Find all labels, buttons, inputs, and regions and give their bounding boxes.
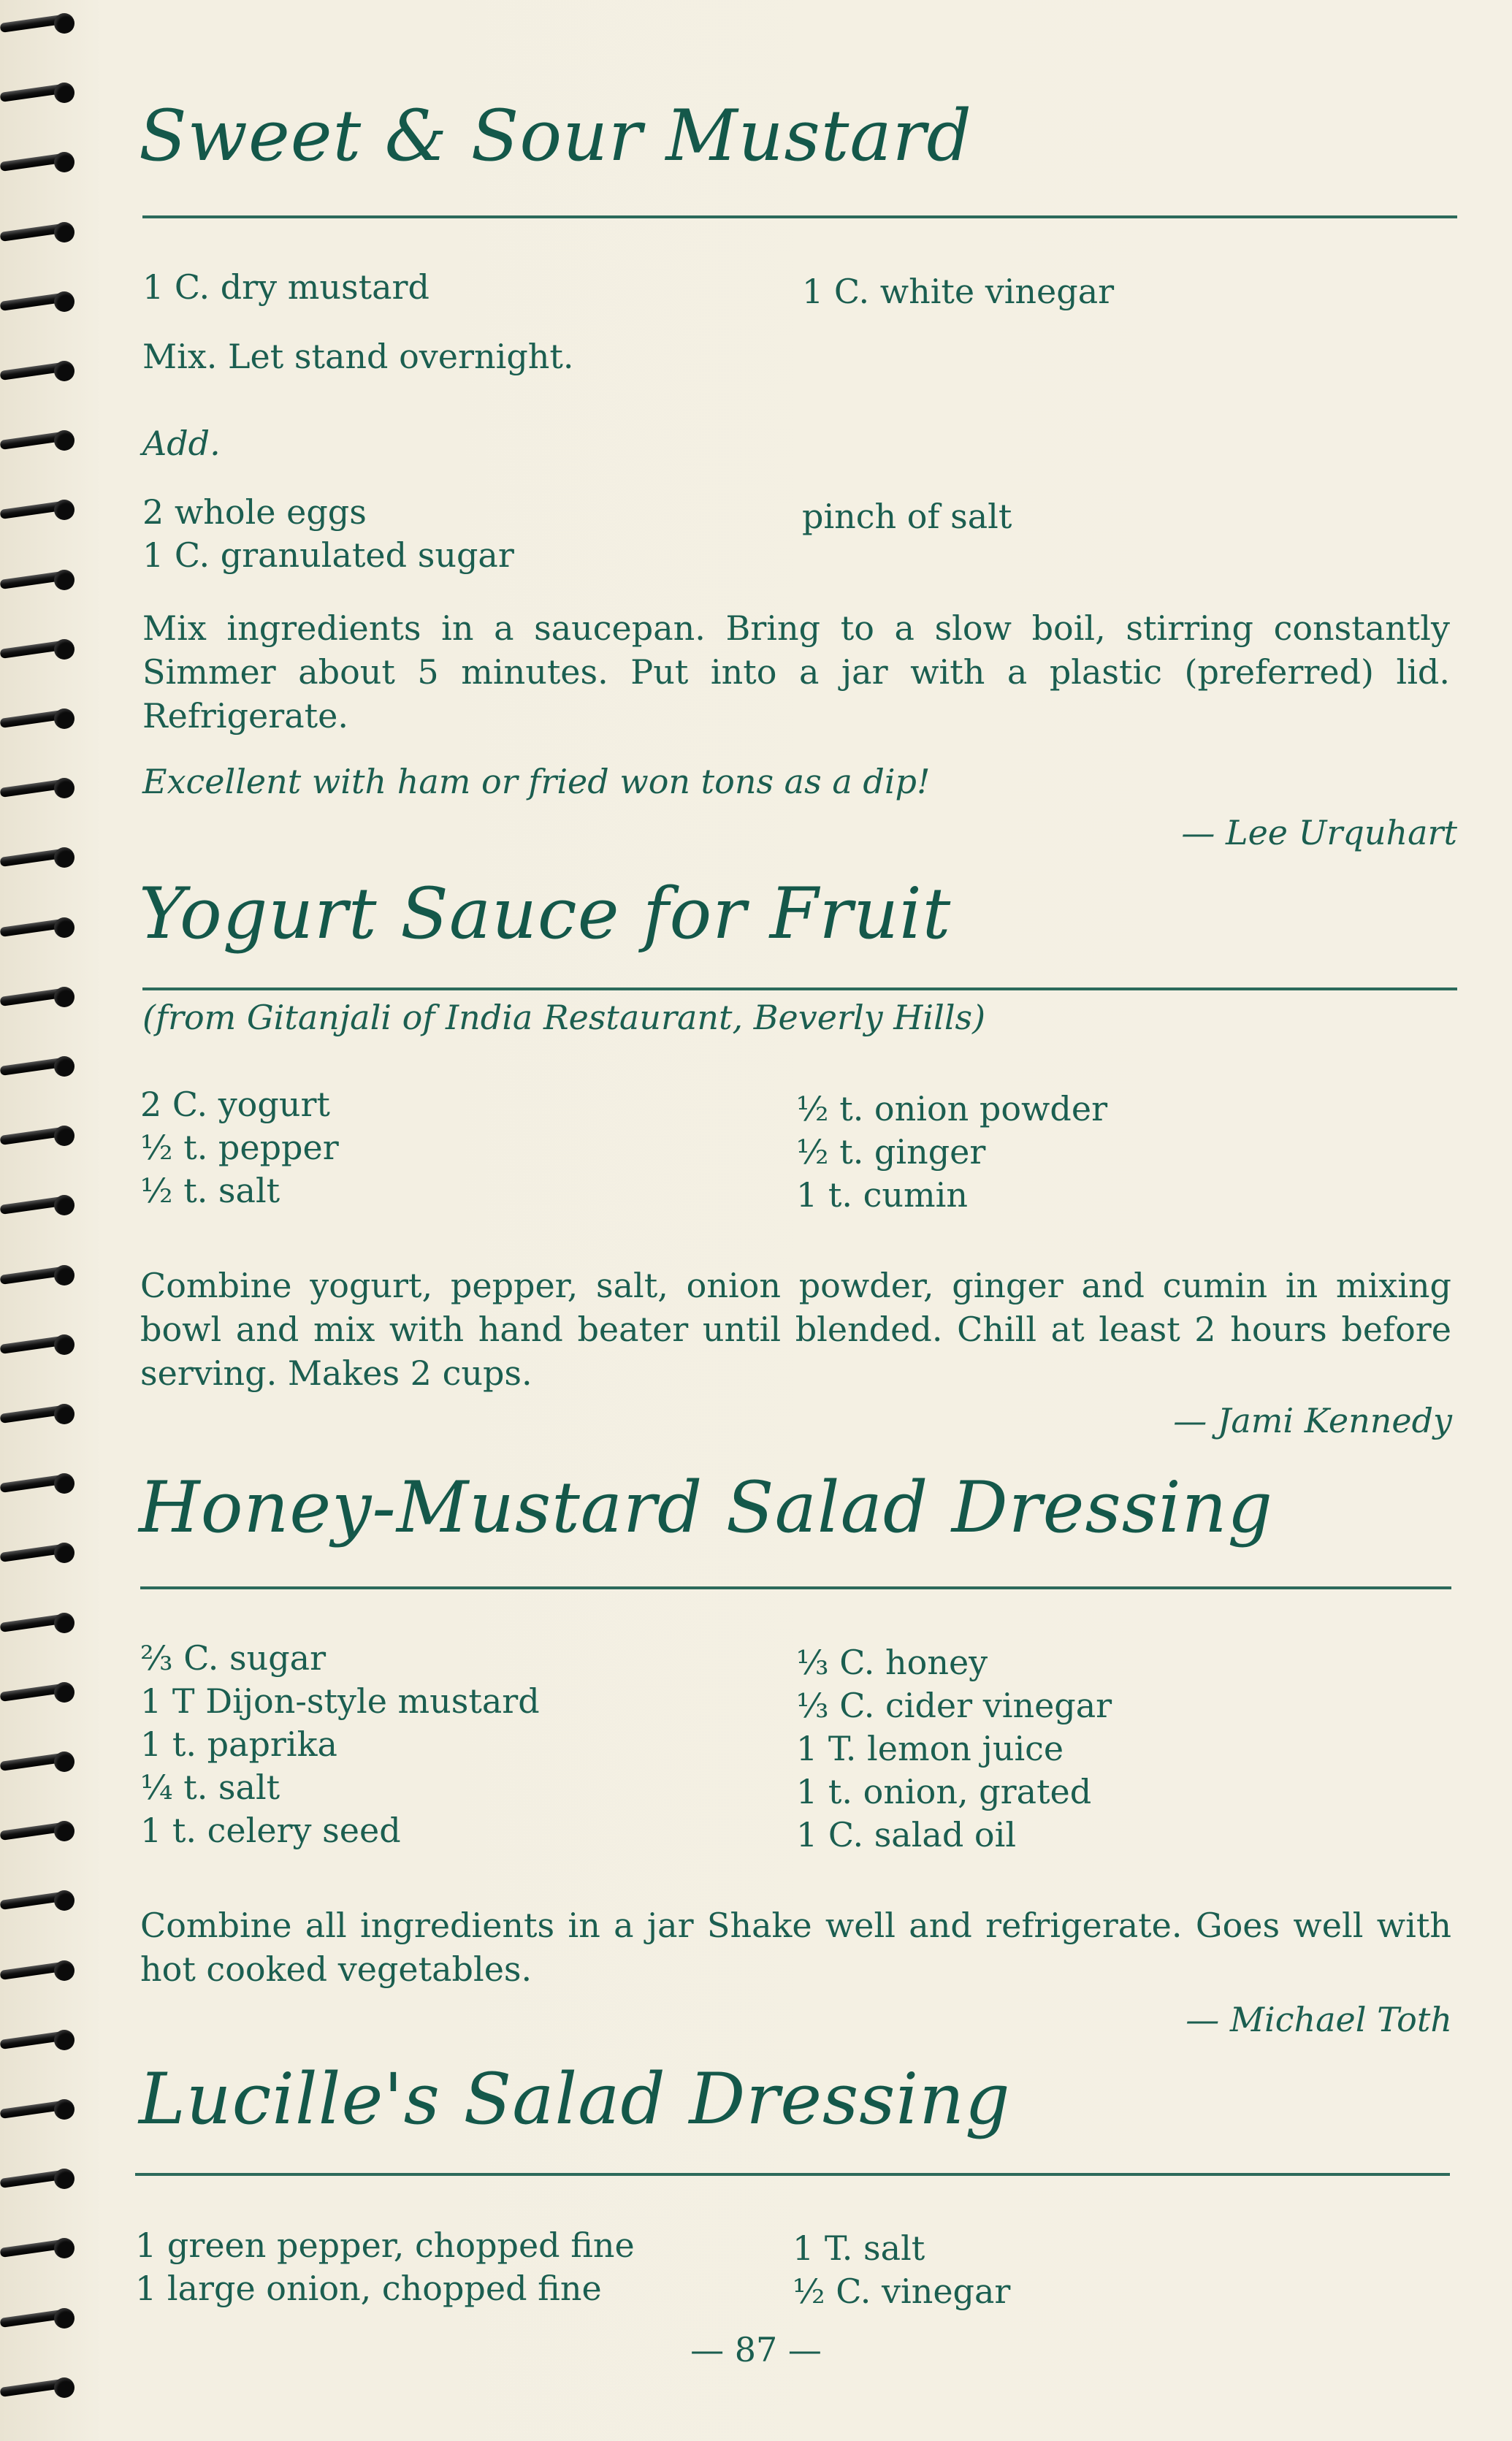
directions: Combine yogurt, pepper, salt, onion powder, ginger and cumin in mixing bowl and mix with hand beater until blended. Chill at least 2 hours before serving. Makes 2 cups. bbox=[140, 1266, 1451, 1393]
ingredient: 1 T. salt bbox=[793, 2228, 925, 2268]
spiral-ring bbox=[0, 287, 73, 316]
ingredient: 1 C. salad oil bbox=[796, 1815, 1017, 1854]
ingredient: 1 T Dijon-style mustard bbox=[140, 1681, 540, 1721]
ingredient: 1 T. lemon juice bbox=[796, 1729, 1064, 1768]
spiral-ring bbox=[0, 2095, 73, 2124]
spiral-ring bbox=[0, 1747, 73, 1776]
spiral-ring bbox=[0, 1399, 73, 1429]
ingredient: ½ C. vinegar bbox=[793, 2272, 1011, 2311]
ingredient: 1 t. celery seed bbox=[140, 1811, 401, 1850]
recipe-credit: — Michael Toth bbox=[1185, 2000, 1452, 2039]
recipe-note: Excellent with ham or fried won tons as a dip! bbox=[142, 762, 931, 801]
ingredient: ⅓ C. cider vinegar bbox=[796, 1686, 1112, 1725]
spiral-ring bbox=[0, 2025, 73, 2055]
ingredient: 1 green pepper, chopped fine bbox=[135, 2226, 635, 2265]
spiral-ring bbox=[0, 1191, 73, 1220]
spiral-ring bbox=[0, 704, 73, 733]
spiral-ring bbox=[0, 495, 73, 524]
spiral-ring bbox=[0, 426, 73, 455]
title-divider bbox=[140, 1586, 1451, 1589]
recipe-title: Lucille's Salad Dressing bbox=[139, 2058, 1011, 2140]
recipe-title: Honey-Mustard Salad Dressing bbox=[139, 1467, 1273, 1548]
spiral-ring bbox=[0, 565, 73, 595]
title-divider bbox=[142, 988, 1457, 990]
spiral-ring bbox=[0, 635, 73, 664]
spiral-ring bbox=[0, 843, 73, 872]
ingredient: 2 whole eggs bbox=[142, 492, 367, 532]
spiral-ring bbox=[0, 1052, 73, 1081]
recipe-credit: — Jami Kennedy bbox=[1173, 1401, 1452, 1440]
instruction: Add. bbox=[142, 424, 221, 463]
ingredient: 1 large onion, chopped fine bbox=[135, 2269, 602, 2308]
ingredient: ¼ t. salt bbox=[140, 1768, 280, 1807]
recipe-credit: — Lee Urquhart bbox=[1181, 813, 1457, 852]
recipe-title: Yogurt Sauce for Fruit bbox=[139, 873, 952, 955]
spiral-ring bbox=[0, 913, 73, 942]
directions: Mix ingredients in a saucepan. Bring to a slow boil, stirring constantly Simmer about 5 minutes. Put into a jar with a plastic (preferred) lid. Refrigerate. bbox=[142, 608, 1450, 736]
recipe-title: Sweet & Sour Mustard bbox=[139, 95, 972, 177]
directions: Combine all ingredients in a jar Shake well and refrigerate. Goes well with hot cooked vegetables. bbox=[140, 1906, 1451, 1989]
title-divider bbox=[142, 215, 1457, 218]
ingredient: 1 t. onion, grated bbox=[796, 1772, 1092, 1811]
ingredient: 1 C. granulated sugar bbox=[142, 535, 514, 575]
ingredient: ½ t. ginger bbox=[796, 1132, 986, 1172]
spiral-ring bbox=[0, 773, 73, 803]
spiral-ring bbox=[0, 1817, 73, 1846]
ingredient: ½ t. pepper bbox=[140, 1128, 339, 1167]
ingredient: 1 t. cumin bbox=[796, 1175, 968, 1215]
spiral-binding bbox=[0, 0, 80, 2441]
ingredient: ½ t. salt bbox=[140, 1171, 280, 1210]
spiral-ring bbox=[0, 218, 73, 247]
spiral-ring bbox=[0, 1886, 73, 1915]
spiral-ring bbox=[0, 78, 73, 107]
ingredient: 1 C. dry mustard bbox=[142, 267, 429, 307]
spiral-ring bbox=[0, 2164, 73, 2193]
title-divider bbox=[135, 2173, 1450, 2176]
spiral-ring bbox=[0, 1261, 73, 1290]
spiral-ring bbox=[0, 356, 73, 386]
instruction: Mix. Let stand overnight. bbox=[142, 337, 574, 376]
spiral-ring bbox=[0, 2234, 73, 2263]
spiral-ring bbox=[0, 1538, 73, 1567]
recipe-subtitle: (from Gitanjali of India Restaurant, Beverly Hills) bbox=[142, 998, 986, 1037]
spiral-ring bbox=[0, 1469, 73, 1498]
spiral-ring bbox=[0, 2373, 73, 2402]
ingredient: 2 C. yogurt bbox=[140, 1085, 330, 1124]
ingredient: ½ t. onion powder bbox=[796, 1089, 1108, 1128]
ingredient: 1 C. white vinegar bbox=[802, 272, 1115, 311]
spiral-ring bbox=[0, 1121, 73, 1150]
ingredient: ⅓ C. honey bbox=[796, 1643, 988, 1682]
spiral-ring bbox=[0, 148, 73, 177]
spiral-ring bbox=[0, 1678, 73, 1707]
ingredient: 1 t. paprika bbox=[140, 1724, 337, 1764]
page-number: — 87 — bbox=[690, 2330, 822, 2369]
spiral-ring bbox=[0, 9, 73, 38]
spiral-ring bbox=[0, 2304, 73, 2333]
spiral-ring bbox=[0, 1608, 73, 1638]
ingredient: pinch of salt bbox=[802, 497, 1012, 536]
spiral-ring bbox=[0, 1956, 73, 1985]
spiral-ring bbox=[0, 1330, 73, 1359]
spiral-ring bbox=[0, 982, 73, 1012]
ingredient: ⅔ C. sugar bbox=[140, 1638, 327, 1678]
